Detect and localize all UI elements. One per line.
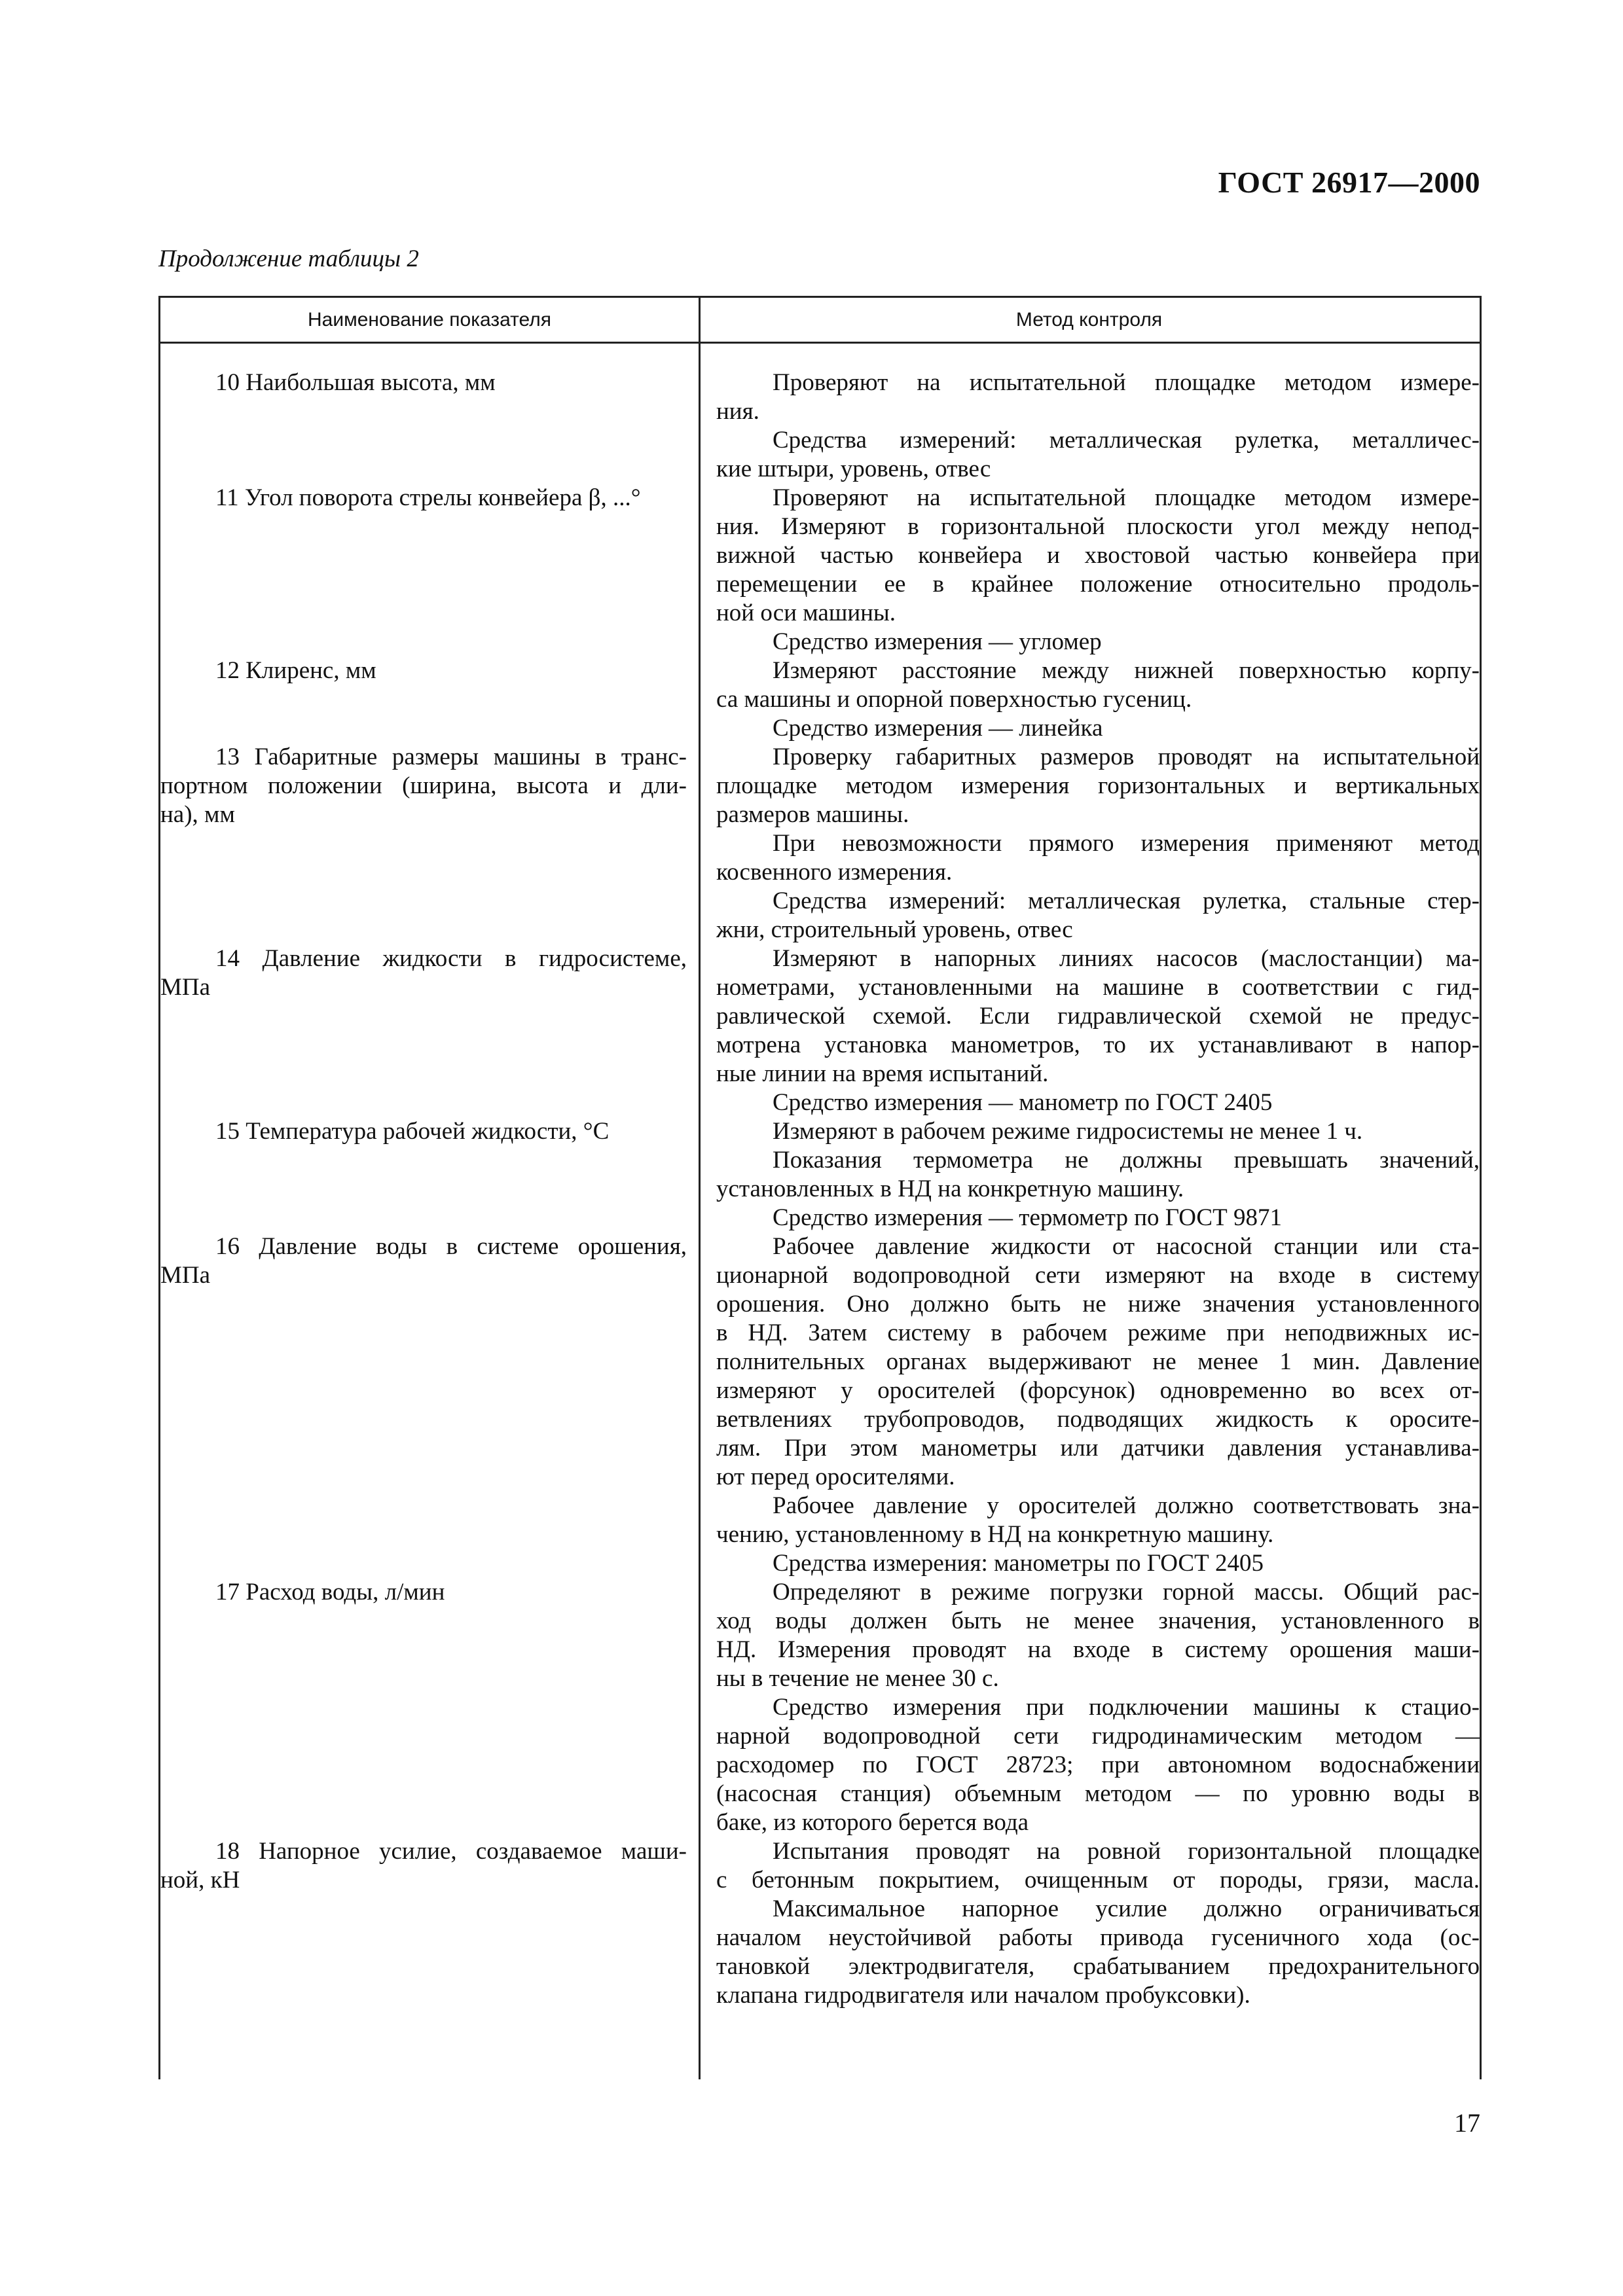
- table-caption: Продолжение таблицы 2: [158, 245, 419, 272]
- indicator-line: 12 Клиренс, мм: [215, 657, 376, 684]
- method-line: полнительных органах выдерживают не менее 1 мин. Давление: [716, 1348, 1480, 1375]
- method-line: мотрена установка манометров, то их устанавливают в напор-: [716, 1031, 1480, 1058]
- indicator-line: 18 Напорное усилие, создаваемое маши-: [215, 1838, 687, 1865]
- method-line: косвенного измерения.: [716, 859, 953, 886]
- method-line: Проверяют на испытательной площадке методом измере-: [773, 484, 1480, 511]
- method-line: Показания термометра не должны превышать значений,: [773, 1147, 1480, 1174]
- indicator-line: 10 Наибольшая высота, мм: [215, 369, 496, 396]
- method-line: ционарной водопроводной сети измеряют на входе в систему: [716, 1262, 1480, 1289]
- method-line: нометрами, установленными на машине в соответствии с гид-: [716, 974, 1480, 1001]
- indicator-line: 13 Габаритные размеры машины в транс-: [215, 744, 687, 770]
- method-line: Проверяют на испытательной площадке методом измере-: [773, 369, 1480, 396]
- method-line: Рабочее давление у оросителей должно соответствовать зна-: [773, 1492, 1480, 1519]
- method-line: (насосная станция) объемным методом — по уровню воды в: [716, 1780, 1480, 1807]
- method-line: лям. При этом манометры или датчики давления устанавлива-: [716, 1435, 1480, 1462]
- method-line: нарной водопроводной сети гидродинамическим методом —: [716, 1723, 1480, 1749]
- indicator-line: 14 Давление жидкости в гидросистеме,: [215, 945, 687, 972]
- indicator-line: МПа: [160, 974, 211, 1001]
- method-line: Максимальное напорное усилие должно ограничиваться: [773, 1895, 1480, 1922]
- document-code-header: ГОСТ 26917—2000: [1218, 166, 1480, 199]
- indicator-line: портном положении (ширина, высота и дли-: [160, 772, 687, 799]
- method-line: орошения. Оно должно быть не ниже значения установленного: [716, 1291, 1480, 1318]
- column-header-indicator: Наименование показателя: [308, 308, 551, 331]
- indicator-line: 15 Температура рабочей жидкости, °С: [215, 1118, 610, 1145]
- column-header-method: Метод контроля: [1015, 308, 1163, 331]
- method-line: Измеряют расстояние между нижней поверхностью корпу-: [773, 657, 1480, 684]
- method-line: чению, установленному в НД на конкретную машину.: [716, 1521, 1274, 1548]
- indicator-line: на), мм: [160, 801, 235, 828]
- method-line: Испытания проводят на ровной горизонтальной площадке: [773, 1838, 1480, 1865]
- method-line: ход воды должен быть не менее значения, установленного в: [716, 1607, 1480, 1634]
- indicator-line: 16 Давление воды в системе орошения,: [215, 1233, 687, 1260]
- method-line: Определяют в режиме погрузки горной массы. Общий рас-: [773, 1579, 1480, 1605]
- method-line: Средства измерений: металлическая рулетка, стальные стер-: [773, 888, 1480, 914]
- method-line: равлической схемой. Если гидравлической схемой не предус-: [716, 1003, 1480, 1030]
- indicator-line: МПа: [160, 1262, 211, 1289]
- method-line: Средство измерения — угломер: [773, 628, 1102, 655]
- indicator-line: 17 Расход воды, л/мин: [215, 1579, 445, 1605]
- method-line: ветвлениях трубопроводов, подводящих жидкость к оросите-: [716, 1406, 1480, 1433]
- method-line: с бетонным покрытием, очищенным от породы, грязи, масла.: [716, 1867, 1480, 1893]
- method-line: Средство измерения при подключении машины к стацио-: [773, 1694, 1480, 1721]
- method-line: ны в течение не менее 30 с.: [716, 1665, 999, 1692]
- method-line: Средство измерения — манометр по ГОСТ 2405: [773, 1089, 1273, 1116]
- method-line: перемещении ее в крайнее положение относительно продоль-: [716, 571, 1480, 598]
- method-line: Измеряют в рабочем режиме гидросистемы не менее 1 ч.: [773, 1118, 1363, 1145]
- method-line: ют перед оросителями.: [716, 1463, 955, 1490]
- method-line: ной оси машины.: [716, 600, 896, 626]
- method-line: измеряют у оросителей (форсунок) одновременно во всех от-: [716, 1377, 1480, 1404]
- method-line: са машины и опорной поверхностью гусениц.: [716, 686, 1192, 713]
- method-line: тановкой электродвигателя, срабатыванием предохранительного: [716, 1953, 1480, 1980]
- method-line: Измеряют в напорных линиях насосов (маслостанции) ма-: [773, 945, 1480, 972]
- method-line: расходомер по ГОСТ 28723; при автономном водоснабжении: [716, 1751, 1480, 1778]
- method-column: [701, 368, 1480, 2010]
- method-line: Проверку габаритных размеров проводят на испытательной: [773, 744, 1480, 770]
- indicator-column: [160, 368, 699, 1895]
- indicator-line: 11 Угол поворота стрелы конвейера β, ...°: [215, 484, 641, 511]
- method-line: Средства измерений: металлическая рулетка, металличес-: [773, 427, 1480, 454]
- method-line: ния. Измеряют в горизонтальной плоскости угол между непод-: [716, 513, 1480, 540]
- method-line: жни, строительный уровень, отвес: [716, 916, 1073, 943]
- indicator-line: ной, кН: [160, 1867, 240, 1893]
- method-line: ные линии на время испытаний.: [716, 1060, 1049, 1087]
- indicator-method-table: [158, 296, 1482, 2079]
- method-line: площадке методом измерения горизонтальных и вертикальных: [716, 772, 1480, 799]
- table-header-row: [160, 298, 1480, 344]
- page-number: 17: [1454, 2108, 1480, 2138]
- method-line: ния.: [716, 398, 759, 425]
- method-line: НД. Измерения проводят на входе в систему орошения маши-: [716, 1636, 1480, 1663]
- method-line: баке, из которого берется вода: [716, 1809, 1029, 1836]
- method-line: в НД. Затем систему в рабочем режиме при неподвижных ис-: [716, 1319, 1480, 1346]
- method-line: Средство измерения — термометр по ГОСТ 9871: [773, 1204, 1282, 1231]
- method-line: кие штыри, уровень, отвес: [716, 456, 991, 482]
- method-line: размеров машины.: [716, 801, 909, 828]
- method-line: началом неустойчивой работы привода гусеничного хода (ос-: [716, 1924, 1480, 1951]
- method-line: Рабочее давление жидкости от насосной станции или ста-: [773, 1233, 1480, 1260]
- method-line: Средство измерения — линейка: [773, 715, 1103, 742]
- method-line: Средства измерения: манометры по ГОСТ 2405: [773, 1550, 1264, 1577]
- method-line: клапана гидродвигателя или началом пробуксовки).: [716, 1982, 1250, 2009]
- method-line: При невозможности прямого измерения применяют метод: [773, 830, 1480, 857]
- method-line: установленных в НД на конкретную машину.: [716, 1175, 1184, 1202]
- method-line: вижной частью конвейера и хвостовой частью конвейера при: [716, 542, 1480, 569]
